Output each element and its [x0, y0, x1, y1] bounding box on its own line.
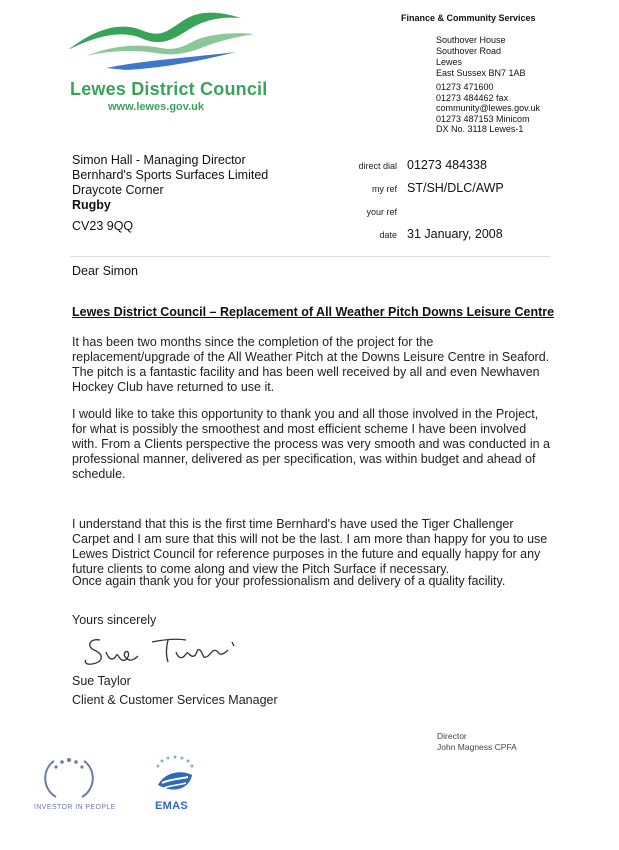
address-line: Southover Road: [436, 46, 502, 56]
council-logo: [66, 8, 266, 78]
director-name: John Magness CPFA: [437, 742, 517, 752]
recipient-address: [72, 153, 268, 234]
divider: [70, 256, 550, 257]
signer-name: Sue Taylor: [72, 674, 131, 688]
body-paragraph: Once again thank you for your professionalism and delivery of a quality facility.: [72, 574, 506, 588]
address-line: Southover House: [436, 35, 506, 45]
salutation: Dear Simon: [72, 264, 138, 278]
signer-title: Client & Customer Services Manager: [72, 693, 278, 707]
council-name: Lewes District Council: [70, 79, 268, 99]
signer-block: [72, 672, 278, 710]
emas-text: EMAS: [155, 800, 188, 812]
email-address[interactable]: community@lewes.gov.uk: [436, 103, 541, 113]
address-line: East Sussex BN7 1AB: [436, 68, 526, 78]
investors-in-people-text: INVESTOR IN PEOPLE: [34, 804, 116, 811]
department-name: Finance & Community Services: [401, 13, 536, 23]
body-paragraph: I understand that this is the first time Bernhard's have used the Tiger Challenger Carpet and I am sure that this will not be the last. I am more than happy for you to use Lewes District Council for reference purposes in the future and equally happy for any future clients to come along and view the Pitch Surface if necessary.: [72, 517, 548, 576]
fax-number: 01273 484462 fax: [436, 92, 509, 103]
recipient-company: Bernhard's Sports Surfaces Limited: [72, 168, 269, 182]
recipient-town: Rugby: [72, 198, 111, 212]
council-contacts: [436, 82, 540, 135]
my-ref-value: ST/SH/DLC/AWP: [407, 181, 504, 195]
date-label: date: [379, 230, 397, 240]
council-address: [436, 35, 526, 79]
date-value: 31 January, 2008: [407, 227, 503, 241]
phone-number: 01273 471600: [436, 82, 494, 92]
recipient-street: Draycote Corner: [72, 183, 164, 197]
council-website[interactable]: www.lewes.gov.uk: [108, 101, 204, 113]
direct-dial-value: 01273 484338: [407, 158, 487, 172]
director-block: [437, 731, 517, 753]
letter-subject: Lewes District Council – Replacement of All Weather Pitch Downs Leisure Centre: [72, 305, 555, 319]
body-paragraph: It has been two months since the completion of the project for the replacement/upgrade of the All Weather Pitch at the Downs Leisure Centre in Seaford. The pitch is a fantastic facility and has been well received by all and even Newhaven Hockey Club have returned to use it.: [72, 335, 550, 394]
dx-number: DX No. 3118 Lewes-1: [436, 124, 524, 134]
emas-logo: [150, 755, 200, 799]
recipient-postcode: CV23 9QQ: [72, 219, 134, 233]
my-ref-label: my ref: [371, 184, 397, 194]
direct-dial-label: direct dial: [358, 161, 397, 171]
investors-in-people-logo: [34, 755, 104, 803]
handwritten-signature: [82, 628, 242, 674]
your-ref-label: your ref: [366, 207, 397, 217]
body-paragraph: I would like to take this opportunity to thank you and all those involved in the Project, for what is possibly the smoothest and most efficient scheme I have been involved with. From a Clients perspective the process was very smooth and was conducted in a professional manner, delivered as per specification, was within budget and ahead of schedule.: [72, 407, 550, 481]
address-line: Lewes: [436, 57, 463, 67]
recipient-name: Simon Hall - Managing Director: [72, 153, 246, 167]
minicom-number: 01273 487153 Minicom: [436, 113, 530, 124]
director-label: Director: [437, 731, 467, 741]
closing: Yours sincerely: [72, 613, 157, 627]
